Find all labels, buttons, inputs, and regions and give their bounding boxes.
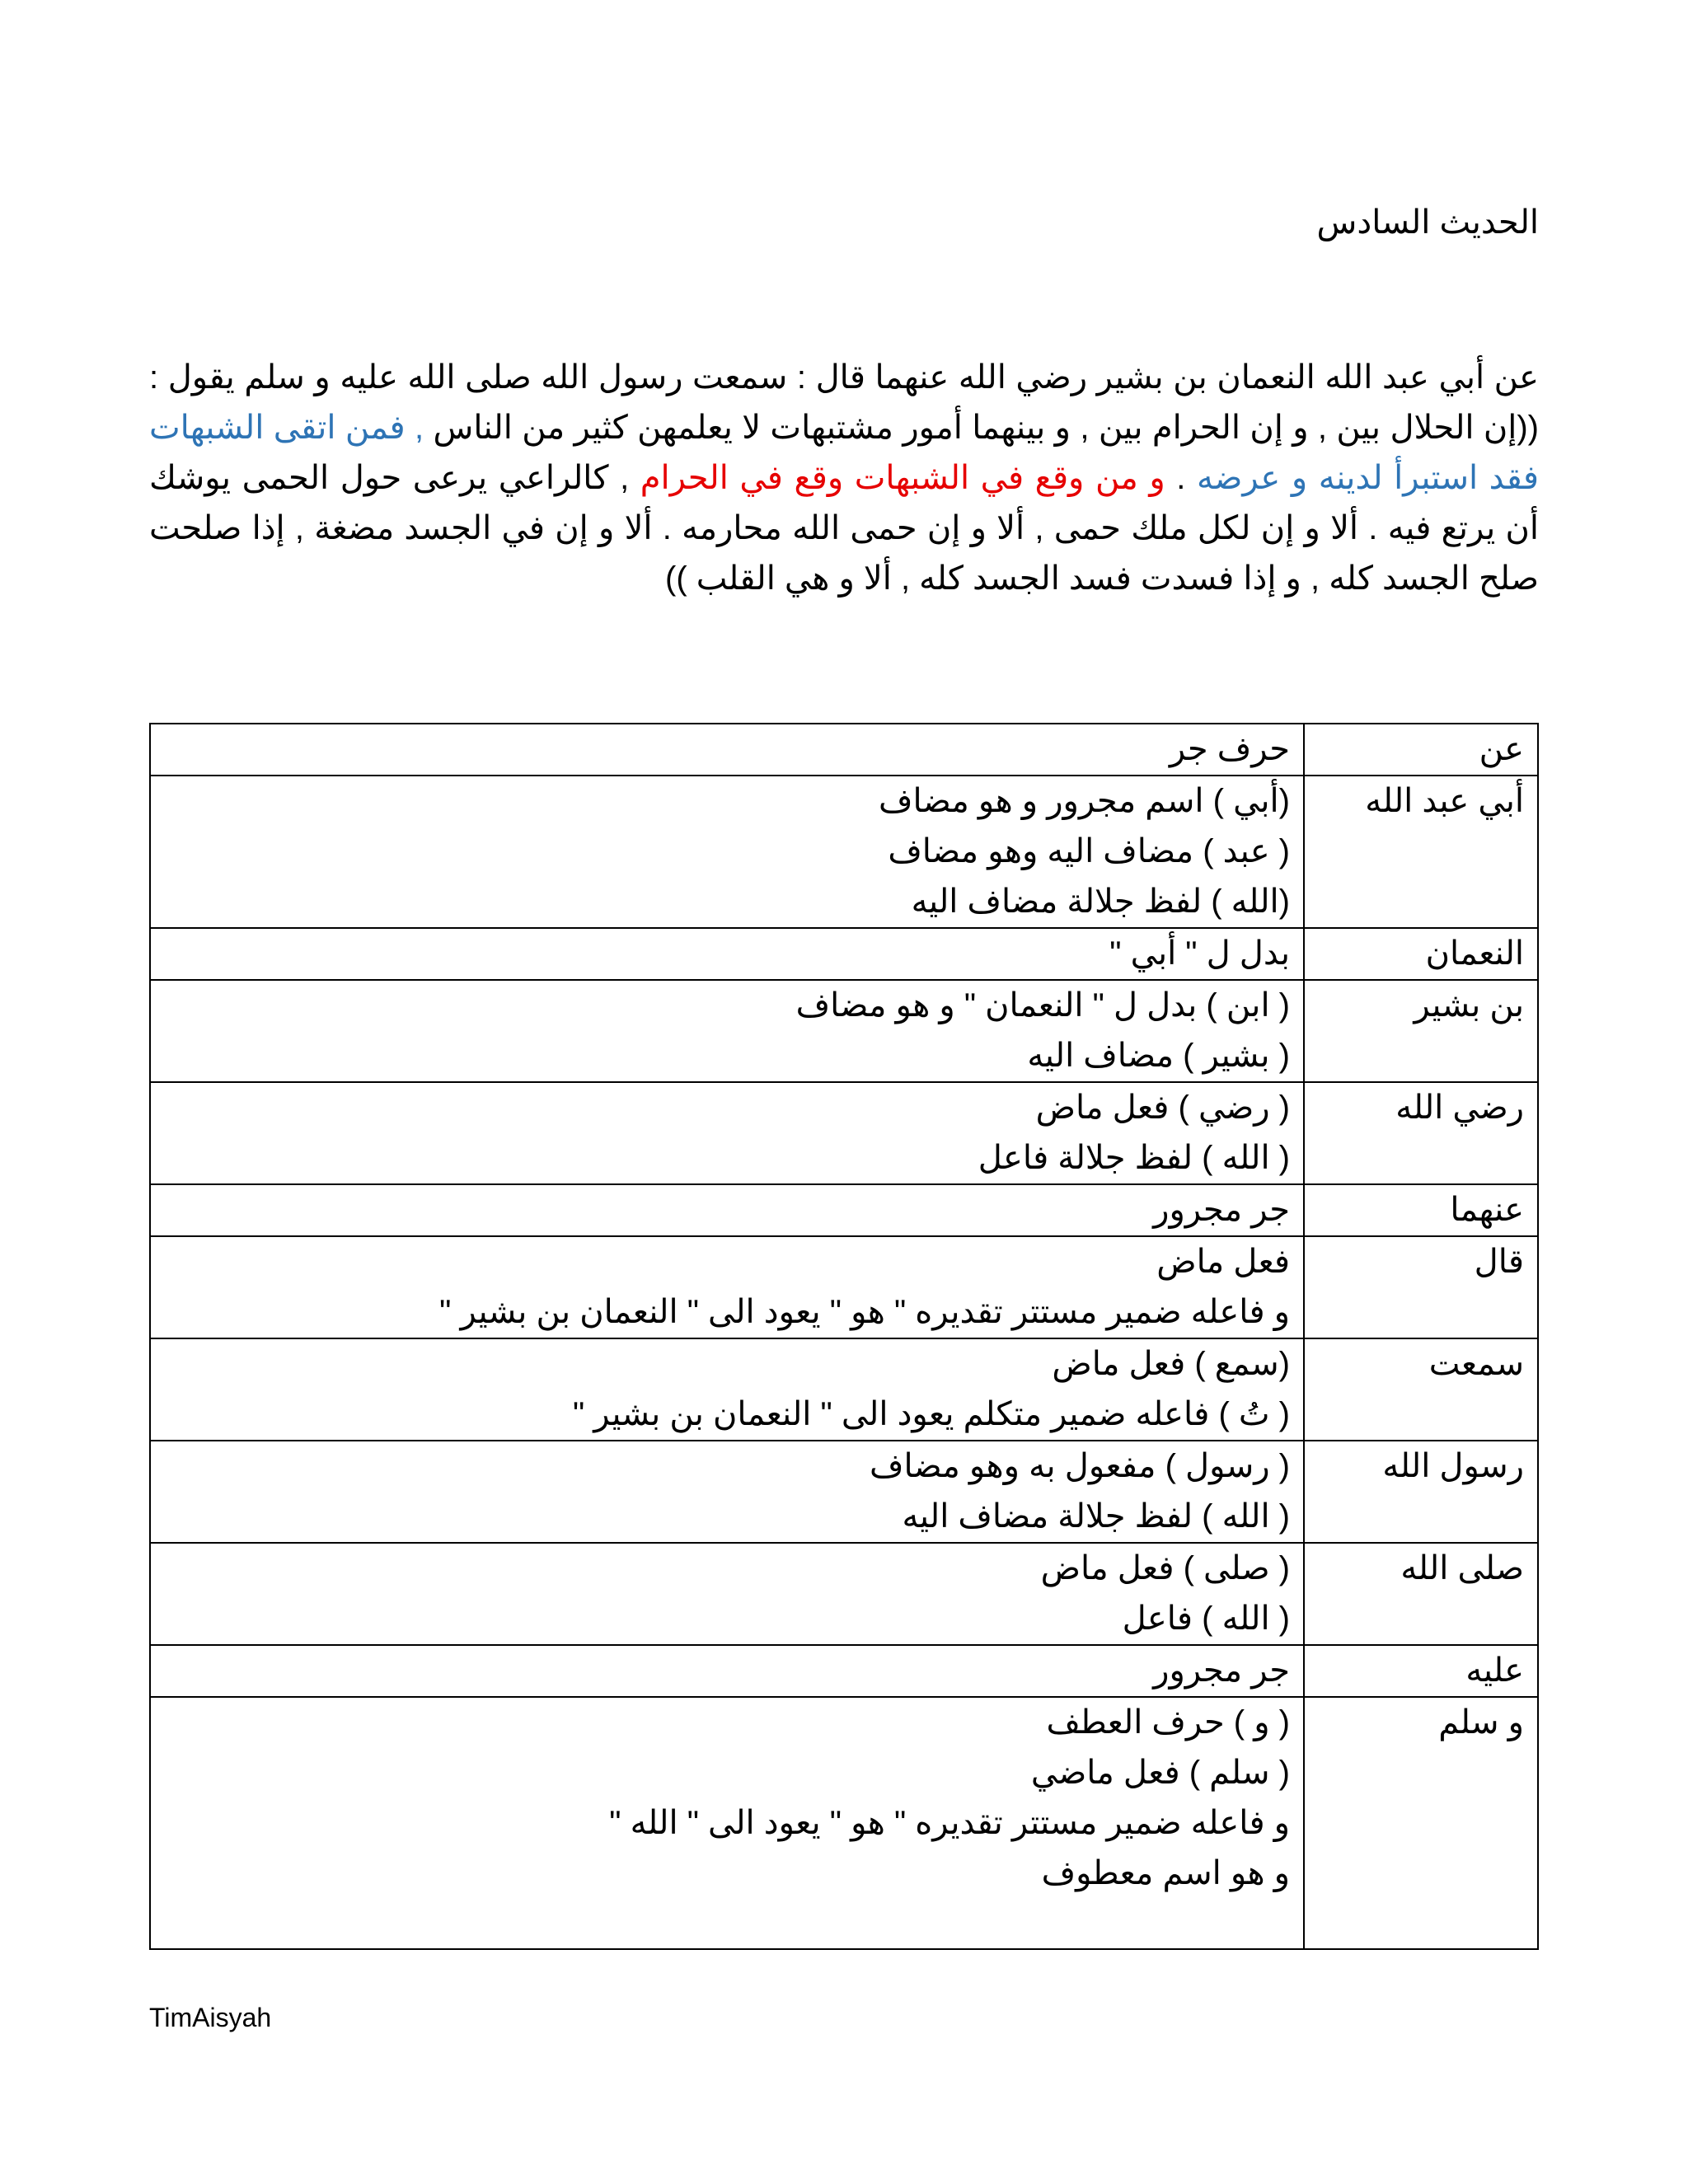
word-cell: رضي الله (1304, 1082, 1538, 1184)
word-cell: سمعت (1304, 1338, 1538, 1441)
analysis-cell (150, 928, 1304, 980)
analysis-cell (150, 1441, 1304, 1543)
table-row (150, 1184, 1538, 1236)
table-row (150, 1338, 1538, 1441)
hadith-blue-part: , فمن اتقى الشبهات فقد استبرأ لدينه و عرضه (149, 410, 1540, 496)
analysis-line: ( رضي ) فعل ماض (1035, 1090, 1290, 1126)
analysis-cell (150, 1236, 1304, 1338)
irab-table (149, 723, 1539, 1950)
analysis-line: ( الله ) لفظ جلالة فاعل (978, 1140, 1290, 1176)
analysis-cell (150, 1645, 1304, 1697)
analysis-line: (الله ) لفظ جلالة مضاف اليه (911, 883, 1290, 920)
analysis-line: (أبي ) اسم مجرور و هو مضاف (879, 783, 1290, 819)
word-cell: و سلم (1304, 1697, 1538, 1949)
word-cell: صلى الله (1304, 1543, 1538, 1645)
hadith-intro: عن أبي عبد الله النعمان بن بشير رضي الله عنهما قال : سمعت رسول الله صلى الله عليه و سلم يقول : ((إن الحلال بين , و إن الحرام بين , و بينهما أمور مشتبهات لا يعلمهن كثير من الناس (149, 359, 1540, 446)
footer-author: TimAisyah (149, 2003, 272, 2032)
analysis-cell (150, 724, 1304, 776)
word-cell: أبي عبد الله (1304, 776, 1538, 928)
analysis-line: ( عبد ) مضاف اليه وهو مضاف (888, 833, 1290, 869)
analysis-line: ( ابن ) بدل ل " النعمان " و هو مضاف (795, 987, 1290, 1024)
word-cell: رسول الله (1304, 1441, 1538, 1543)
analysis-line: ( رسول ) مفعول به وهو مضاف (870, 1448, 1290, 1484)
analysis-cell (150, 776, 1304, 928)
table-row (150, 1697, 1538, 1949)
hadith-rest: , كالراعي يرعى حول الحمى يوشك أن يرتع فيه . ألا و إن لكل ملك حمى , ألا و إن حمى الله محارمه . ألا و إن في الجسد مضغة , إذا صلحت صلح الجسد كله , و إذا فسدت فسد الجسد كله , ألا و هي القلب )) (149, 460, 1539, 597)
analysis-line: (سمع ) فعل ماض (1052, 1346, 1290, 1382)
analysis-line: و هو اسم معطوف (1041, 1855, 1290, 1891)
word-cell: قال (1304, 1236, 1538, 1338)
analysis-line: جر مجرور (1153, 1192, 1290, 1228)
table-row (150, 776, 1538, 928)
analysis-cell (150, 1697, 1304, 1949)
analysis-line: ( و ) حرف العطف (1046, 1704, 1290, 1741)
analysis-line: ( صلى ) فعل ماض (1040, 1550, 1290, 1586)
word-cell: النعمان (1304, 928, 1538, 980)
analysis-cell (150, 1184, 1304, 1236)
analysis-line: ( تُ ) فاعله ضمير متكلم يعود الى " النعمان بن بشير " (572, 1396, 1290, 1432)
table-row (150, 980, 1538, 1082)
analysis-line: ( الله ) فاعل (1122, 1601, 1290, 1637)
analysis-line: جر مجرور (1153, 1652, 1290, 1689)
word-cell: عنهما (1304, 1184, 1538, 1236)
analysis-cell (150, 980, 1304, 1082)
analysis-line: فعل ماض (1156, 1244, 1290, 1280)
hadith-red-part: و من وقع في الشبهات وقع في الحرام (640, 460, 1165, 496)
analysis-cell (150, 1082, 1304, 1184)
table-row (150, 1645, 1538, 1697)
hadith-dot-separator: . (1165, 460, 1197, 496)
word-cell: عن (1304, 724, 1538, 776)
analysis-cell (150, 1338, 1304, 1441)
hadith-text (149, 353, 1539, 604)
analysis-line: و فاعله ضمير مستتر تقديره " هو " يعود الى " الله " (609, 1805, 1290, 1841)
word-cell: عليه (1304, 1645, 1538, 1697)
table-row (150, 1543, 1538, 1645)
table-row (150, 928, 1538, 980)
page-title: الحديث السادس (1316, 204, 1539, 241)
analysis-line: حرف جر (1169, 731, 1290, 767)
analysis-line: ( سلم ) فعل ماضي (1030, 1755, 1290, 1791)
analysis-line: و فاعله ضمير مستتر تقديره " هو " يعود الى " النعمان بن بشير " (439, 1294, 1290, 1330)
analysis-line: بدل ل " أبي " (1109, 935, 1290, 972)
table-row (150, 1082, 1538, 1184)
analysis-line: ( الله ) لفظ جلالة مضاف اليه (902, 1498, 1290, 1535)
word-cell: بن بشير (1304, 980, 1538, 1082)
analysis-line: ( بشير ) مضاف اليه (1027, 1038, 1290, 1074)
analysis-cell (150, 1543, 1304, 1645)
table-row (150, 1441, 1538, 1543)
table-row (150, 724, 1538, 776)
table-row (150, 1236, 1538, 1338)
